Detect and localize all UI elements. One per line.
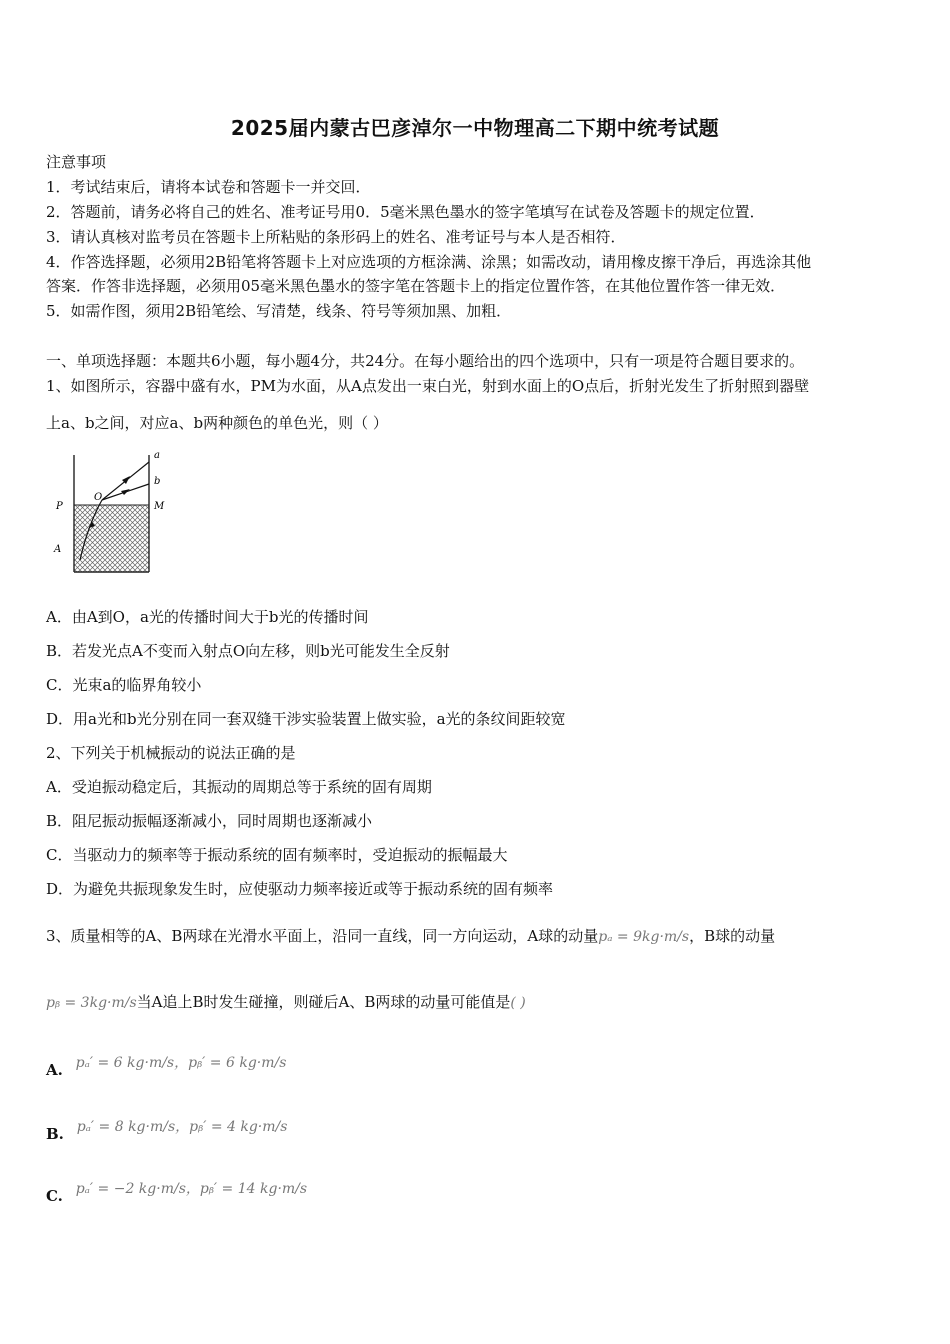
q3-option-b — [46, 1119, 288, 1145]
q2-option-a: A．受迫振动稳定后，其振动的周期总等于系统的固有周期 — [46, 778, 432, 796]
label-b: b — [154, 476, 161, 487]
option-formula: pₐ′ = −2 kg·m/s，pᵦ′ = 14 kg·m/s — [75, 1181, 308, 1197]
momentum-a-formula: pₐ = 9kg·m/s — [598, 929, 690, 945]
option-formula: pₐ′ = 6 kg·m/s，pᵦ′ = 6 kg·m/s — [75, 1055, 287, 1071]
notice-heading: 注意事项 — [46, 153, 107, 171]
notice-item: 答案．作答非选择题，必须用05毫米黑色墨水的签字笔在答题卡上的指定位置作答，在其他位置作答一律无效． — [46, 277, 786, 295]
momentum-b-formula: pᵦ = 3kg·m/s — [46, 995, 137, 1011]
q2-option-c: C．当驱动力的频率等于振动系统的固有频率时，受迫振动的振幅最大 — [46, 846, 508, 864]
q1-stem: 1、如图所示，容器中盛有水，PM为水面，从A点发出一束白光，射到水面上的O点后，折射光发生了折射照到器壁 — [46, 377, 810, 395]
label-M: M — [154, 501, 165, 512]
notice-item: 3．请认真核对监考员在答题卡上所粘贴的条形码上的姓名、准考证号与本人是否相符． — [46, 228, 626, 246]
page-title: 2025届内蒙古巴彦淖尔一中物理高二下期中统考试题 — [230, 116, 720, 140]
q3-stem-text: 3、质量相等的A、B两球在光滑水平面上，沿同一直线，同一方向运动，A球的动量 — [46, 927, 599, 945]
option-label: A. — [46, 1061, 63, 1079]
q3-stem-line1 — [46, 926, 775, 947]
label-P: P — [56, 501, 63, 512]
q1-figure — [50, 450, 190, 580]
notice-item: 5．如需作图，须用2B铅笔绘、写清楚，线条、符号等须加黑、加粗． — [46, 302, 512, 320]
q3-stem-text: ，B球的动量 — [689, 927, 776, 945]
q2-stem: 2、下列关于机械振动的说法正确的是 — [46, 744, 296, 762]
q3-option-a — [46, 1055, 287, 1081]
q3-option-c — [46, 1181, 308, 1207]
q3-stem-text: 当A追上B时发生碰撞，则碰后A、B两球的动量可能值是 — [136, 993, 511, 1011]
section-heading: 一、单项选择题：本题共6小题，每小题4分，共24分。在每小题给出的四个选项中，只有一项是符合题目要求的。 — [46, 352, 805, 370]
notice-item: 4．作答选择题，必须用2B铅笔将答题卡上对应选项的方框涂满、涂黑；如需改动，请用橡皮擦干净后，再选涂其他 — [46, 253, 812, 271]
answer-paren: ( ) — [510, 995, 526, 1011]
option-label: B. — [46, 1125, 64, 1143]
q1-stem: 上a、b之间，对应a、b两种颜色的单色光，则（ ） — [46, 414, 388, 432]
label-O: O — [94, 492, 103, 503]
arrow-icon — [121, 489, 130, 495]
q1-option-b: B．若发光点A不变而入射点O向左移，则b光可能发生全反射 — [46, 642, 450, 660]
option-label: C. — [46, 1187, 63, 1205]
q1-option-c: C．光束a的临界角较小 — [46, 676, 202, 694]
option-formula: pₐ′ = 8 kg·m/s，pᵦ′ = 4 kg·m/s — [76, 1119, 288, 1135]
notice-item: 1．考试结束后，请将本试卷和答题卡一并交回． — [46, 178, 371, 196]
notice-item: 2．答题前，请务必将自己的姓名、准考证号用0．5毫米黑色墨水的签字笔填写在试卷及答题卡的规定位置． — [46, 203, 765, 221]
q1-option-a: A．由A到O，a光的传播时间大于b光的传播时间 — [46, 608, 369, 626]
q2-option-d: D．为避免共振现象发生时，应使驱动力频率接近或等于振动系统的固有频率 — [46, 880, 554, 898]
q1-option-d: D．用a光和b光分别在同一套双缝干涉实验装置上做实验，a光的条纹间距较宽 — [46, 710, 566, 728]
label-a: a — [154, 450, 160, 461]
q2-option-b: B．阻尼振动振幅逐渐减小，同时周期也逐渐减小 — [46, 812, 373, 830]
q3-stem-line2 — [46, 992, 526, 1013]
label-A: A — [54, 544, 62, 555]
